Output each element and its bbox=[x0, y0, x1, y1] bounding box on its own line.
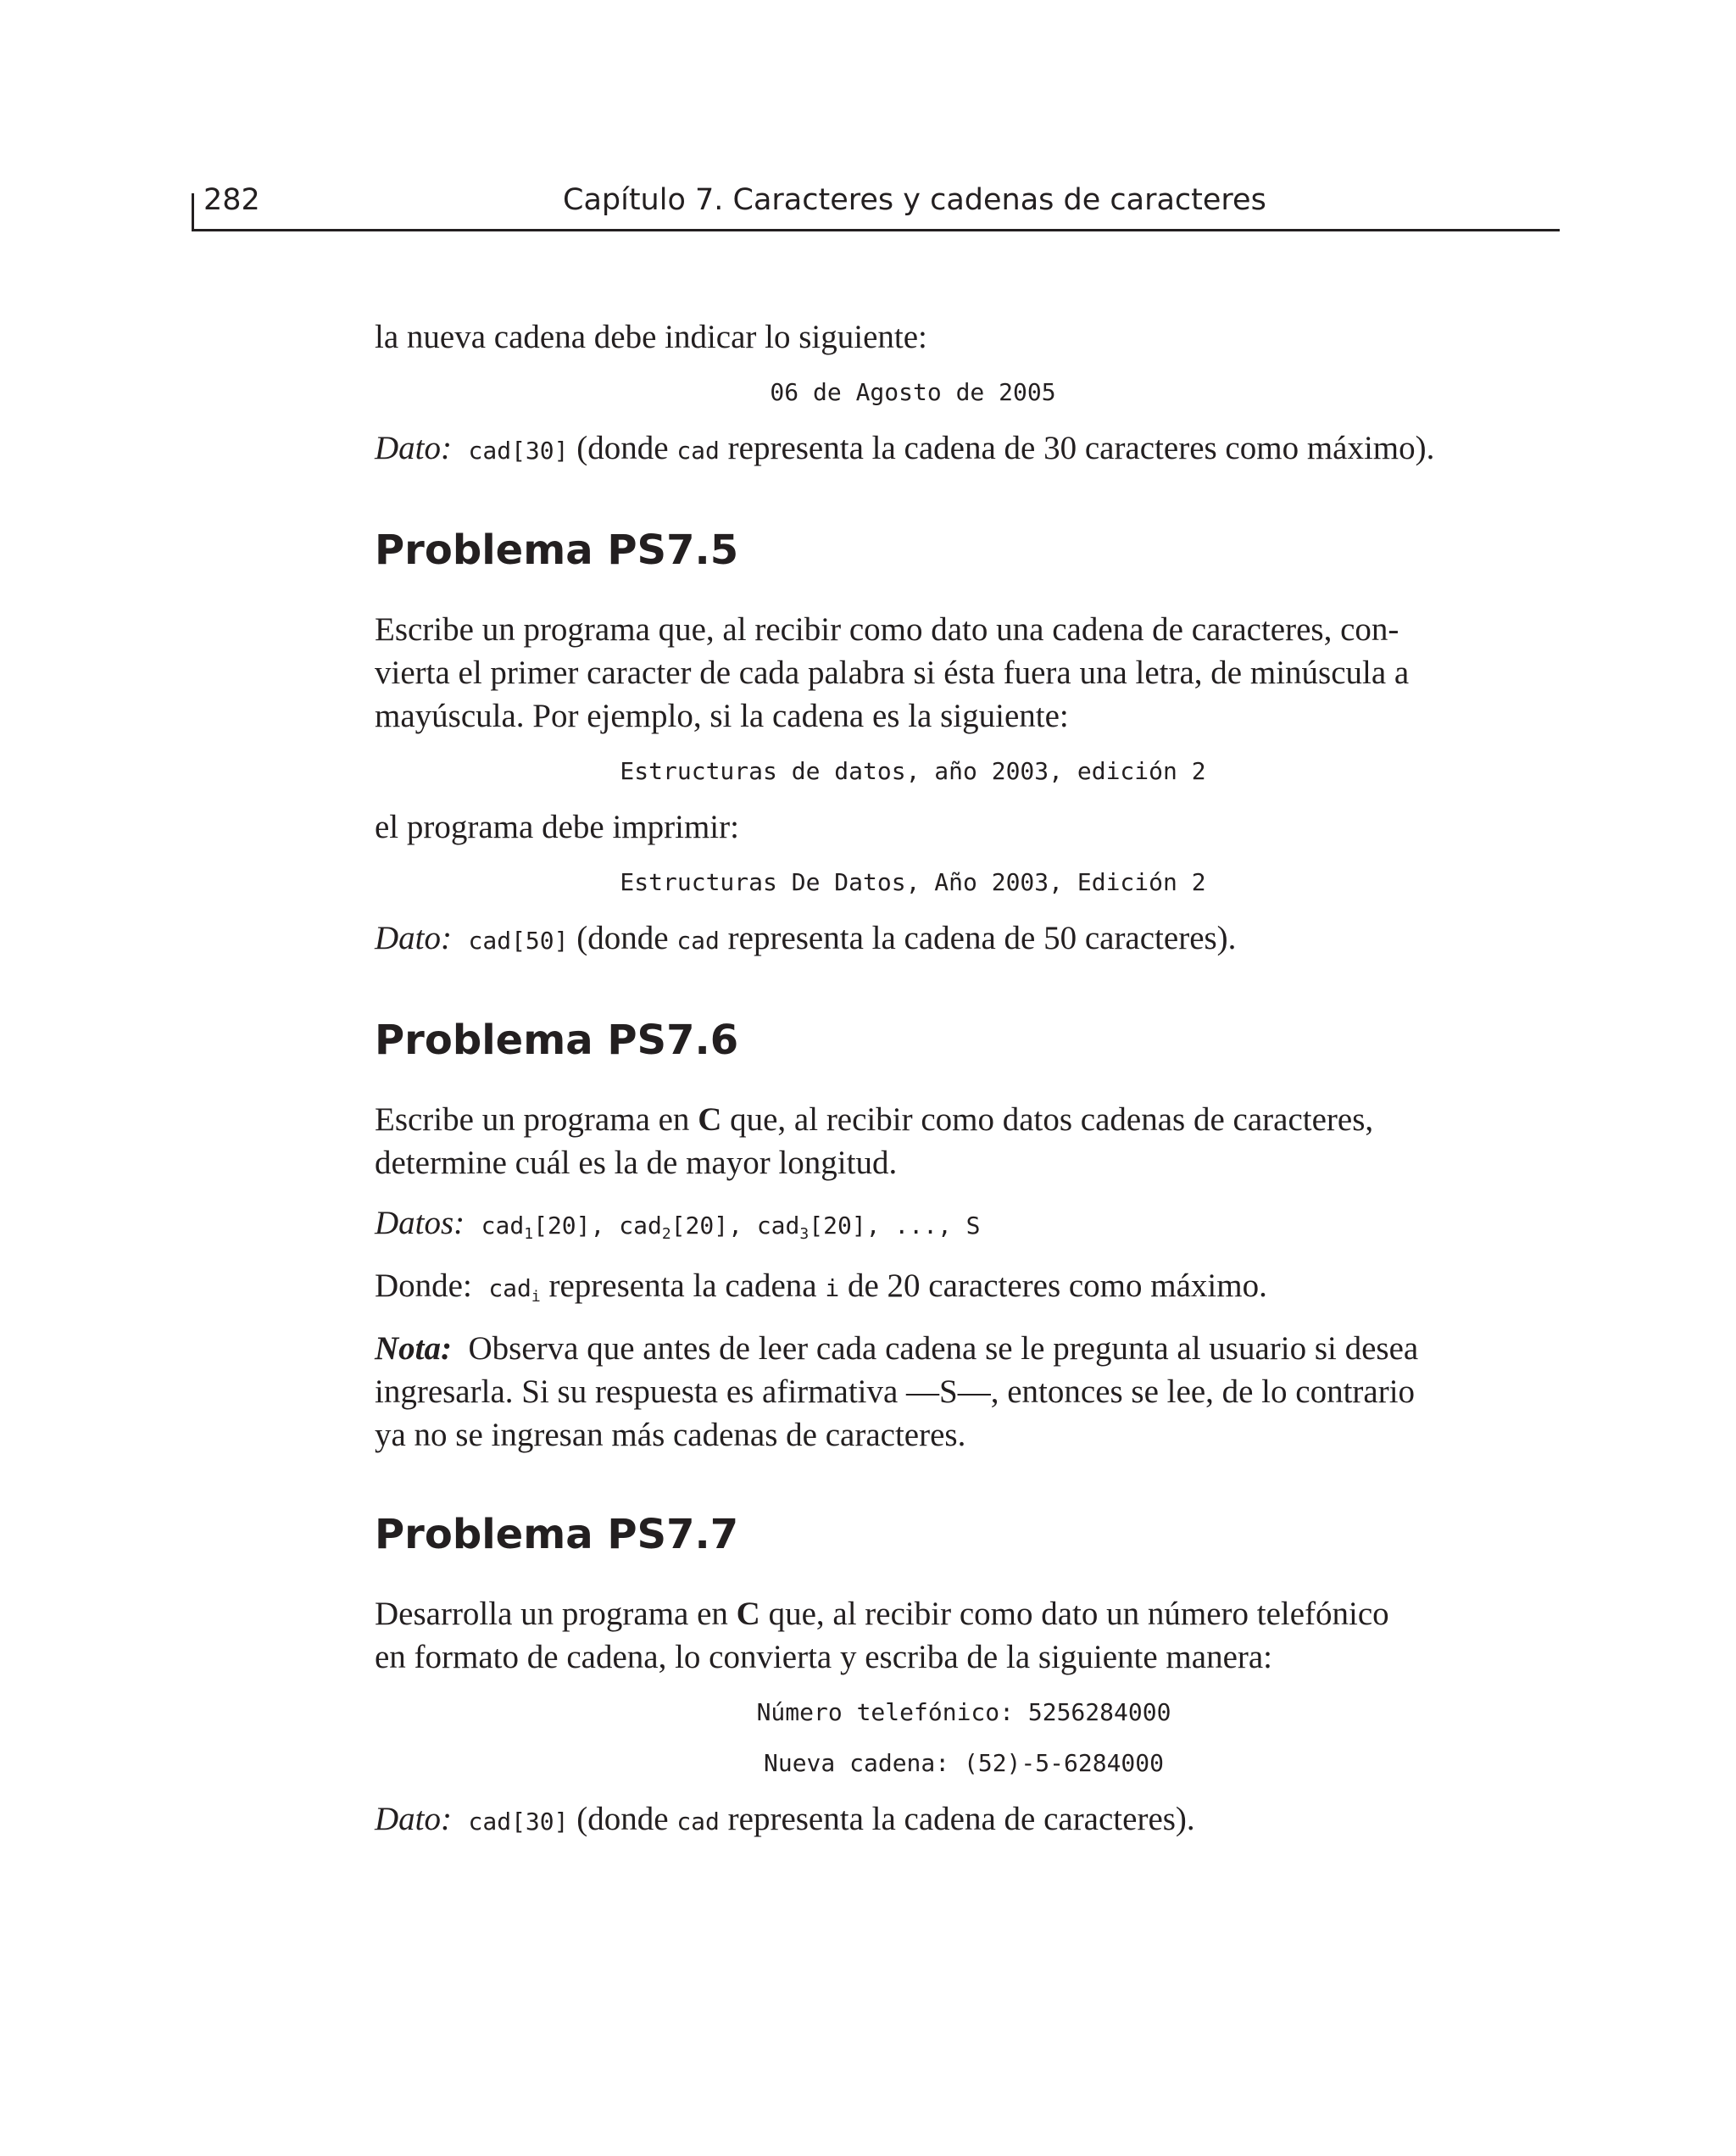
input-example: Estructuras de datos, año 2003, edición 2 bbox=[620, 757, 1206, 785]
subscript: 3 bbox=[799, 1225, 810, 1243]
dato-text-rest: representa la cadena de 30 caracteres como máximo). bbox=[727, 430, 1435, 466]
datos-label: Datos: bbox=[375, 1205, 465, 1241]
paragraph-line: ya no se ingresan más cadenas de caracteres. bbox=[375, 1417, 966, 1453]
paragraph-line: en formato de cadena, lo convierta y escriba de la siguiente manera: bbox=[375, 1639, 1273, 1675]
cad-name: cad bbox=[619, 1212, 662, 1240]
subscript: 2 bbox=[661, 1225, 671, 1243]
dato-text: (donde bbox=[576, 430, 669, 466]
header-corner-tick bbox=[192, 193, 194, 231]
dato-code-ref: cad bbox=[676, 927, 720, 955]
language-c: C bbox=[736, 1596, 760, 1632]
datos-line bbox=[375, 1201, 1451, 1247]
subscript: i bbox=[531, 1288, 541, 1306]
heading-ps7-6: Problema PS7.6 bbox=[375, 1017, 739, 1064]
datos-code bbox=[481, 1212, 981, 1243]
paragraph-line: Escribe un programa que, al recibir como dato una cadena de caracteres, con- bbox=[375, 611, 1399, 648]
array-size: [20], bbox=[533, 1212, 620, 1240]
donde-label: Donde: bbox=[375, 1267, 472, 1304]
output-example: Estructuras De Datos, Año 2003, Edición 2 bbox=[620, 868, 1206, 896]
dato-label: Dato: bbox=[375, 430, 452, 466]
ps7-6-paragraph bbox=[375, 1098, 1451, 1184]
dato-label: Dato: bbox=[375, 920, 452, 956]
cad-name: cad bbox=[481, 1212, 525, 1240]
dato-text: (donde bbox=[576, 1801, 669, 1837]
paragraph-line: vierta el primer caracter de cada palabra si ésta fuera una letra, de minúscula a bbox=[375, 655, 1410, 691]
dato-code-ref: cad bbox=[676, 437, 720, 465]
array-size: [20], bbox=[670, 1212, 757, 1240]
nota-paragraph bbox=[375, 1327, 1451, 1457]
paragraph-text: Escribe un programa en bbox=[375, 1101, 690, 1138]
date-example: 06 de Agosto de 2005 bbox=[770, 378, 1056, 406]
donde-text: representa la cadena bbox=[548, 1267, 817, 1304]
subscript: 1 bbox=[524, 1225, 534, 1243]
paragraph-line: ingresarla. Si su respuesta es afirmativa —S—, entonces se lee, de lo contrario bbox=[375, 1373, 1416, 1410]
nota-label: Nota: bbox=[375, 1330, 452, 1367]
phone-example: Número telefónico: 5256284000 bbox=[756, 1698, 1171, 1726]
cad-name: cad bbox=[756, 1212, 800, 1240]
paragraph-line: mayúscula. Por ejemplo, si la cadena es la siguiente: bbox=[375, 698, 1069, 734]
donde-text-rest: de 20 caracteres como máximo. bbox=[847, 1267, 1267, 1304]
ps7-7-paragraph bbox=[375, 1592, 1451, 1679]
paragraph-line: determine cuál es la de mayor longitud. bbox=[375, 1145, 898, 1181]
page-number: 282 bbox=[203, 183, 260, 217]
paragraph-line: Observa que antes de leer cada cadena se le pregunta al usuario si desea bbox=[468, 1330, 1419, 1367]
dato-line bbox=[375, 426, 1451, 472]
heading-ps7-7: Problema PS7.7 bbox=[375, 1511, 739, 1558]
dato-code: cad[30] bbox=[468, 437, 569, 465]
dato-text-rest: representa la cadena de caracteres). bbox=[727, 1801, 1195, 1837]
running-head bbox=[192, 175, 1560, 231]
output-intro: el programa debe imprimir: bbox=[375, 809, 739, 845]
language-c: C bbox=[698, 1101, 722, 1138]
heading-ps7-5: Problema PS7.5 bbox=[375, 526, 739, 574]
paragraph-text: que, al recibir como datos cadenas de caracteres, bbox=[730, 1101, 1374, 1138]
dato-line bbox=[375, 916, 1451, 962]
array-size: [20], ..., S bbox=[809, 1212, 981, 1240]
dato-code: cad[50] bbox=[468, 927, 569, 955]
ps7-5-paragraph bbox=[375, 608, 1451, 738]
donde-code bbox=[488, 1274, 541, 1306]
cad-name: cad bbox=[488, 1274, 531, 1302]
chapter-title: Capítulo 7. Caracteres y cadenas de caracteres bbox=[563, 183, 1266, 217]
donde-line bbox=[375, 1264, 1451, 1310]
index-i: i bbox=[825, 1274, 840, 1302]
page-content bbox=[375, 315, 1451, 1843]
new-string-example: Nueva cadena: (52)-5-6284000 bbox=[763, 1749, 1164, 1777]
dato-line bbox=[375, 1797, 1451, 1843]
dato-code: cad[30] bbox=[468, 1808, 569, 1836]
dato-code-ref: cad bbox=[676, 1808, 720, 1836]
paragraph-text: Desarrolla un programa en bbox=[375, 1596, 728, 1632]
dato-text-rest: representa la cadena de 50 caracteres). bbox=[727, 920, 1237, 956]
intro-text: la nueva cadena debe indicar lo siguiente: bbox=[375, 319, 927, 355]
dato-text: (donde bbox=[576, 920, 669, 956]
paragraph-text: que, al recibir como dato un número telefónico bbox=[768, 1596, 1389, 1632]
dato-label: Dato: bbox=[375, 1801, 452, 1837]
